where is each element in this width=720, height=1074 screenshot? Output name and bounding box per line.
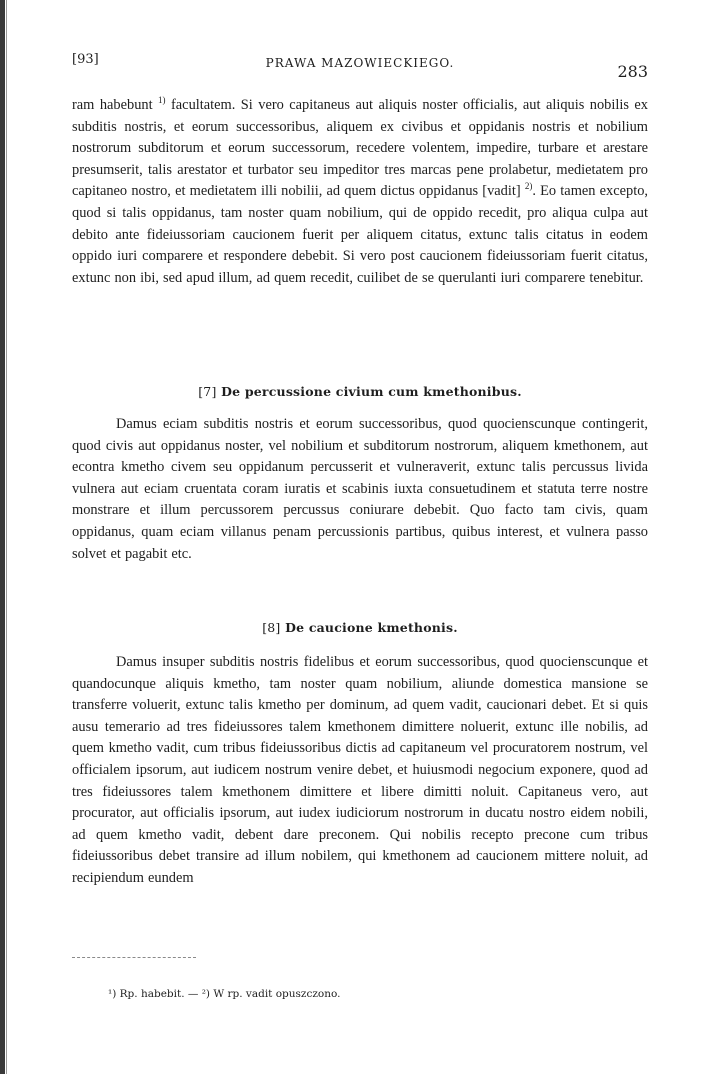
page-binding-edge (0, 0, 5, 1074)
section-heading-8 (72, 620, 648, 635)
footnote-ref-2: 2) (524, 181, 533, 192)
section-heading-7 (72, 384, 648, 399)
section-7-body (72, 414, 648, 565)
section-title: De percussione civium cum kmethonibus. (221, 384, 522, 399)
running-title: PRAWA MAZOWIECKIEGO. (265, 56, 455, 70)
paragraph-continuation (72, 95, 648, 289)
section-8-body (72, 652, 648, 890)
footnote-divider (72, 957, 196, 959)
page-reference: [93] (72, 52, 99, 67)
page-binding-shadow (6, 0, 7, 1074)
section-7-text: Damus eciam subditis nostris et eorum successoribus, quod quocienscunque contingerit, quod civis aut oppidanus noster, vel nobilium et subditorum nostrorum, aliquem kmethonem, aut econtra kmetho civem seu oppidanum percusserit et vulneraverit, extunc talis percussus livida vulnera aut eciam cruentata coram iuratis et scabinis iuxta consuetudinem et statuta terre nostre monstrare et illum percussorem percussus coniurare debebit. Quo facto tam civis, quam oppidanus, quam eciam villanus penam percussionis partibus, quibus interest, et vulnera passo solvet et pagabit etc. (72, 416, 648, 562)
footnote-ref-1: 1) (158, 95, 166, 106)
paragraph-text-part: . Eo tamen excepto, quod si talis oppidanus, tam noster quam nobilium, qui de oppido recedit, pro aliqua culpa aut debito ante fideiussoriam caucionem fuerit per aliquem citatus, extunc talis citatus in eodem oppido iuri comparere et respondere debebit. Si vero post caucionem fideiussoriam fuerit citatus, extunc non ibi, sed apud illum, ad quem recedit, cuilibet de se querulanti iuri comparere tenebitur. (72, 183, 648, 286)
footnotes: ¹) Rp. habebit. — ²) W rp. vadit opuszczono. (108, 988, 341, 1000)
section-8-text: Damus insuper subditis nostris fidelibus et eorum successoribus, quod quocienscunque et quandocunque aliquis kmetho, tam noster quam nobilium, aliunde domestica mansione se transferre voluerit, extunc talis kmetho per dominum, ad quem vadit, caucionari debet. Et si quis ausu temerario ad tres fideiussores talem kmethonem dimittere noluerit, extunc ille nobilis, ad quem kmetho vadit, cum tribus fideiussoribus dictis ad capitaneum vel procuratorem nostrum, vel officialem ipsorum, aut iudicem nostrum venire debet, et huiusmodi negocium exponere, quod ad tres fideiussores talem kmethonem dimittere et libere dimitti noluit. Capitaneus vero, aut procurator, aut officialis ipsorum, aut iudex iudiciorum nostrorum in ducatu nostro eidem nobili, ad quem kmetho vadit, debent dare preconem. Qui nobilis recepto precone cum tribus fideiussoribus debet transire ad illum nobilem, qui kmethonem ad caucionem mittere noluit, ad recipiendum eundem (72, 654, 648, 886)
section-number: [7] (198, 384, 217, 399)
section-title: De caucione kmethonis. (285, 620, 458, 635)
paragraph-text-part: ram habebunt (72, 97, 159, 113)
paragraph-text (72, 95, 648, 289)
section-number: [8] (262, 620, 281, 635)
paragraph-text-part: facultatem. Si vero capitaneus aut aliquis noster officialis, aut aliquis nobilis ex subditis nostris, et eorum successoribus, aliquem ex civibus et oppidanis nostris et nobilium nostrorum subditorum et eorum successorum, recedere volentem, impedire, turbare et arestare presumserit, talis arestator et turbator seu impeditor tres marcas pene prolabetur, medietatem pro capitaneo nostro, et medietatem illi nobilii, ad quem dictus oppidanus [vadit] (72, 97, 648, 200)
page-number: 283 (617, 62, 648, 81)
page-header (72, 52, 648, 82)
